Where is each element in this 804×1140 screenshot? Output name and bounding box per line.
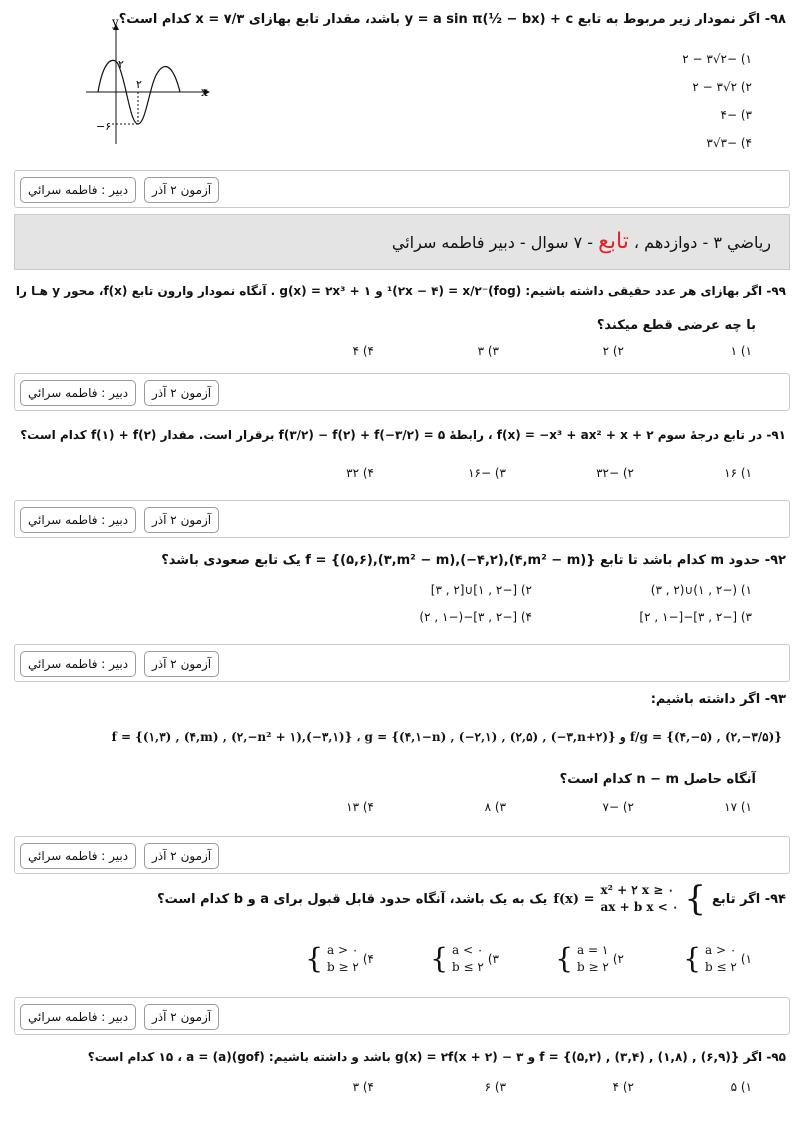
exam-tag: آزمون ۲ آذر: [144, 843, 219, 869]
q91-option-3[interactable]: ۳) −۱۶: [468, 466, 506, 480]
piecewise-case-1: x² + ۲ x ≥ ۰: [600, 883, 674, 897]
q95-option-4[interactable]: ۴) ۳: [352, 1080, 374, 1094]
question-93-formula: f = {(۱,۳) , (۴,m) , (۲,−n² + ۱),(−۳,۱)} ، g = {(۴,۱−n) , (−۲,۱) , (۲,۵) , (−۳,n+۲)} و f/g = {(۴,−۵) , (۲,−۳/۵)}: [111, 730, 782, 744]
question-94: [157, 879, 786, 919]
q95-option-2[interactable]: ۲) ۴: [612, 1080, 634, 1094]
q99-option-4[interactable]: ۴) ۴: [352, 344, 374, 358]
teacher-tag: دبیر : فاطمه سرائي: [20, 380, 136, 406]
exam-tag: آزمون ۲ آذر: [144, 1004, 219, 1030]
footer-tag-bar: [14, 997, 790, 1035]
section-suffix: - ۷ سوال - دبیر فاطمه سرائي: [391, 233, 599, 252]
exam-tag: آزمون ۲ آذر: [144, 651, 219, 677]
question-92-text: ۹۲- حدود m کدام باشد تا تابع f = {(۵,۶),(۳,m² − m),(−۴,۲),(۴,m² − m)} یک تابع صعودی باشد؟: [161, 553, 786, 568]
question-93-line3: آنگاه حاصل n − m کدام است؟: [559, 772, 756, 787]
footer-tag-bar: [14, 644, 790, 682]
graph-tick-y-top: ۲: [118, 58, 124, 71]
q92-option-4[interactable]: ۴) [−۲ , ۳]−(−۱ , ۲): [419, 610, 532, 624]
graph-tick-y-bottom: −۶: [96, 120, 112, 133]
question-99-text: ۹۹- اگر بهازای هر عدد حقیقی داشته باشیم: (fog)⁻¹(۲x − ۴) = x/۲ و g(x) = ۲x³ + ۱ . آنگاه نمودار وارون تابع f(x)، محور y هـا را: [15, 284, 786, 298]
sine-graph: [76, 12, 216, 150]
q91-option-1[interactable]: ۱) ۱۶: [724, 466, 752, 480]
q99-option-3[interactable]: ۳) ۳: [477, 344, 499, 358]
section-header: [14, 214, 790, 270]
q93-option-3[interactable]: ۳) ۸: [484, 800, 506, 814]
question-94-tail: یک به یک باشد، آنگاه حدود قابل قبول برای a و b کدام است؟: [157, 891, 548, 907]
piecewise-brace: {: [684, 879, 707, 919]
q92-option-1[interactable]: ۱) (−۲ , ۱)∪(۲ , ۳): [650, 583, 752, 597]
question-91-text: ۹۱- در تابع درجهٔ سوم f(x) = −x³ + ax² + x + ۲ ، رابطهٔ f(۳/۲) − f(۲) + f(−۳/۲) = ۵ برقرار است. مقدار f(۱) + f(۲) کدام است؟: [20, 428, 786, 442]
graph-y-label: y: [112, 15, 119, 29]
q93-option-2[interactable]: ۲) −۷: [602, 800, 634, 814]
q93-option-1[interactable]: ۱) ۱۷: [724, 800, 752, 814]
teacher-tag: دبیر : فاطمه سرائي: [20, 1004, 136, 1030]
exam-tag: آزمون ۲ آذر: [144, 507, 219, 533]
section-topic: تابع: [598, 229, 629, 254]
teacher-tag: دبیر : فاطمه سرائي: [20, 651, 136, 677]
q94-option-4[interactable]: { a > ۰ b ≥ ۲ ۴): [305, 942, 374, 975]
exam-tag: آزمون ۲ آذر: [144, 177, 219, 203]
q91-option-4[interactable]: ۴) ۳۲: [346, 466, 374, 480]
footer-tag-bar: [14, 373, 790, 411]
q94-option-3[interactable]: { a < ۰ b ≤ ۲ ۳): [430, 942, 499, 975]
question-93-text: ۹۳- اگر داشته باشیم:: [650, 692, 786, 707]
footer-tag-bar: [14, 170, 790, 208]
question-95-text: ۹۵- اگر f = {(۵,۲) , (۳,۴) , (۱,۸) , (۶,۹)} و g(x) = ۲f(x + ۲) − ۳ باشد و داشته باشیم: (gof)(a) = ۱۵ ، a کدام است؟: [87, 1050, 786, 1064]
question-94-intro: ۹۴- اگر تابع: [712, 891, 786, 907]
graph-tick-x: ۲: [136, 78, 142, 91]
exam-tag: آزمون ۲ آذر: [144, 380, 219, 406]
footer-tag-bar: [14, 836, 790, 874]
teacher-tag: دبیر : فاطمه سرائي: [20, 843, 136, 869]
q98-option-2[interactable]: ۲) ۲√۳ − ۲: [692, 80, 752, 94]
q98-option-1[interactable]: ۱) −۲√۳ − ۲: [682, 52, 752, 66]
q92-option-2[interactable]: ۲) [−۲ , ۱]∪[۲ , ۳]: [430, 583, 532, 597]
q99-option-2[interactable]: ۲) ۲: [602, 344, 624, 358]
q91-option-2[interactable]: ۲) −۳۲: [596, 466, 634, 480]
graph-x-label: x: [201, 85, 208, 99]
q98-option-4[interactable]: ۴) −۳√۳: [706, 136, 752, 150]
piecewise-cases: [600, 882, 678, 916]
teacher-tag: دبیر : فاطمه سرائي: [20, 177, 136, 203]
q98-option-3[interactable]: ۳) −۴: [720, 108, 752, 122]
q92-option-3[interactable]: ۳) [−۲ , ۳]−[−۱ , ۲]: [639, 610, 752, 624]
teacher-tag: دبیر : فاطمه سرائي: [20, 507, 136, 533]
q95-option-3[interactable]: ۳) ۶: [484, 1080, 506, 1094]
footer-tag-bar: [14, 500, 790, 538]
question-99-line2: با چه عرضی قطع میکند؟: [596, 318, 756, 333]
section-prefix: رياضي ۳ - دوازدهم ،: [628, 233, 771, 252]
piecewise-case-2: ax + b x < ۰: [600, 900, 679, 914]
q94-option-1[interactable]: { a > ۰ b ≤ ۲ ۱): [683, 942, 752, 975]
q99-option-1[interactable]: ۱) ۱: [730, 344, 752, 358]
q94-option-2[interactable]: { a = ۱ b ≥ ۲ ۲): [555, 942, 624, 975]
question-98-text: ۹۸- اگر نمودار زیر مربوط به تابع y = a sin π(½ − bx) + c باشد، مقدار تابع بهازای x = ۷/۳ کدام است؟: [118, 12, 786, 27]
q95-option-1[interactable]: ۱) ۵: [730, 1080, 752, 1094]
q93-option-4[interactable]: ۴) ۱۳: [346, 800, 374, 814]
function-name: f(x) =: [553, 891, 595, 907]
